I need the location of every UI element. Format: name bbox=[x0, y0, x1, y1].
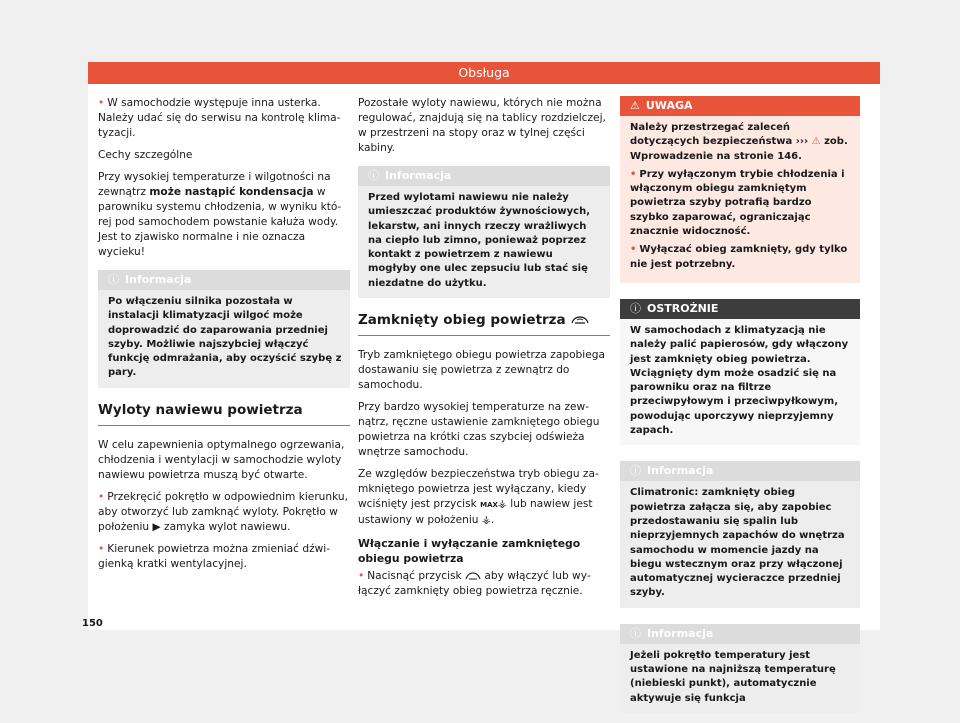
warning-triangle-icon: ⚠ bbox=[630, 99, 640, 112]
info-box-text: Po włączeniu silnika pozostała w instalacji klimatyzacji wilgoć może doprowadzić do zaparowania przedniej szyby. Możliwie najszybciej włączyć funkcję odmrażania, aby oczyścić szybę z pary. bbox=[108, 296, 342, 379]
warning-box bbox=[620, 96, 860, 283]
section-title-air-vents: Wyloty nawiewu powietrza bbox=[98, 402, 350, 426]
paragraph-fault: • W samochodzie występuje inna usterka. Należy udać się do serwisu na kontrolę klimatyzacji. bbox=[98, 97, 341, 139]
bullet-item-knob: • Przekręcić pokrętło w odpowiednim kierunku, aby otworzyć lub zamknąć wyloty. Pokrętło w położeniu ▶ zamyka wylot nawiewu. bbox=[98, 490, 348, 533]
section-title-recirculation: Zamknięty obieg powietrza bbox=[358, 312, 610, 336]
bullet-icon: • bbox=[98, 97, 105, 109]
paragraph-fixed-vents: Pozostałe wyloty nawiewu, których nie można regulować, znajdują się na tablicy rozdzielczej, w przestrzeni na stopy oraz w tylnej części kabiny. bbox=[358, 97, 606, 154]
info-box-1 bbox=[98, 270, 350, 388]
info-box-4 bbox=[620, 624, 860, 713]
paragraph-safety: Ze względów bezpieczeństwa tryb obiegu zamkniętego powietrza jest wyłączany, kiedy wciśnięty jest przycisk MAX⚶ lub nawiew jest ustawiony w położeniu ⚶. bbox=[358, 468, 599, 527]
warning-box-header: ⚠ UWAGA bbox=[620, 96, 860, 116]
bullet-icon: • bbox=[358, 570, 365, 583]
manual-page bbox=[82, 62, 880, 704]
paragraph-condensation: Przy wysokiej temperaturze i wilgotności na zewnątrz może nastąpić kondensacja w parowniku systemu chłodzenia, w wyniku której pod samochodem powstanie kałuża wody. Jest to zjawisko normalne i nie oznacza wycieku! bbox=[98, 171, 342, 258]
info-box-3 bbox=[620, 461, 860, 607]
bullet-icon: • bbox=[98, 490, 105, 503]
warning-box-text: Należy przestrzegać zaleceń dotyczących bezpieczeństwa ››› ⚠ zob. Wprowadzenie na stronie 146. • Przy wyłączonym trybie chłodzenia i włączonym obiegu zamkniętym powietrza szyby potrafią bardzo szybko zaparować, ograniczając znacznie widoczność. • Wyłączać obieg zamknięty, gdy tylko nie jest potrzebny. bbox=[630, 122, 848, 270]
info-box-text: Jeżeli pokrętło temperatury jest ustawione na najniższą temperaturę (niebieski punkt), automatycznie aktywuje się funkcja bbox=[630, 649, 836, 704]
triangle-right-icon: ▶ bbox=[152, 520, 161, 533]
bullet-icon: • bbox=[630, 168, 637, 180]
page-header: Obsługa bbox=[88, 62, 880, 84]
bullet-item-direction: • Kierunek powietrza można zmieniać dźwigienką kratki wentylacyjnej. bbox=[98, 542, 331, 570]
recirculation-icon bbox=[465, 571, 481, 581]
info-icon: ⓘ bbox=[368, 169, 379, 182]
info-box-header: ⓘ Informacja bbox=[358, 166, 610, 186]
column-1 bbox=[98, 96, 350, 579]
page-number: 150 bbox=[82, 618, 103, 629]
paragraph-vents: W celu zapewnienia optymalnego ogrzewania, chłodzenia i wentylacji w samochodzie wyloty nawiewu powietrza muszą być otwarte. bbox=[98, 438, 345, 481]
bullet-icon: • bbox=[98, 542, 105, 555]
info-box-header: ⓘ Informacja bbox=[620, 461, 860, 481]
column-2 bbox=[358, 96, 610, 606]
caution-box-header: ⓘ OSTROŻNIE bbox=[620, 299, 860, 319]
paragraph-mode: Tryb zamkniętego obiegu powietrza zapobiega dostawaniu się powietrza z zewnątrz do samochodu. bbox=[358, 349, 605, 392]
info-box-text: Przed wylotami nawiewu nie należy umieszczać produktów żywnościowych, lekarstw, ani innych rzeczy wrażliwych na ciepło lub zimno, ponieważ poprzez kontakt z powietrzem z nawiewu mogłyby one ulec zepsuciu lub stać się niezdatne do użytku. bbox=[368, 192, 591, 289]
info-icon: ⓘ bbox=[630, 464, 641, 478]
exclamation-icon: ⓘ bbox=[630, 301, 641, 315]
defrost-icon: ⚶ bbox=[497, 498, 507, 511]
info-icon: ⓘ bbox=[630, 626, 641, 640]
heading-on-off: Włączanie i wyłączanie zamkniętego obiegu powietrza bbox=[358, 537, 581, 566]
bullet-item-press: • Nacisnąć przycisk aby włączyć lub wyłączyć zamknięty obieg powietrza ręcznie. bbox=[358, 570, 591, 598]
paragraph-hot: Przy bardzo wysokiej temperaturze na zewnątrz, ręczne ustawienie zamkniętego obiegu powietrza na krótki czas szybciej odświeża wnętrze samochodu. bbox=[358, 401, 600, 459]
column-3 bbox=[620, 96, 860, 723]
windshield-icon: ⚶ bbox=[481, 514, 491, 527]
max-defrost-icon: MAX bbox=[480, 501, 498, 510]
bullet-icon: • bbox=[630, 244, 637, 256]
heading-features: Cechy szczególne bbox=[98, 149, 193, 161]
info-box-header: ⓘ Informacja bbox=[98, 270, 350, 290]
info-box-2 bbox=[358, 166, 610, 298]
info-icon: ⓘ bbox=[108, 273, 119, 286]
recirculation-icon bbox=[570, 314, 590, 326]
caution-box-text: W samochodach z klimatyzacją nie należy palić papierosów, gdy włączony jest zamknięty obieg powietrza. Wciągnięty dym może osadzić się na parowniku oraz na filtrze przeciwpyłowym i przeciwpyłkowym, powodując uporczywy nieprzyjemny zapach. bbox=[630, 324, 849, 437]
warning-triangle-icon: ⚠ bbox=[811, 136, 821, 148]
info-box-header: ⓘ Informacja bbox=[620, 624, 860, 644]
caution-box bbox=[620, 299, 860, 445]
info-box-text: Climatronic: zamknięty obieg powietrza załącza się, aby zapobiec przedostawaniu się spalin lub nieprzyjemnych zapachów do wnętrza samochodu w momencie jazdy na biegu wstecznym oraz przy włączonej automatycznej wycieraczce przedniej szyby. bbox=[630, 487, 845, 599]
